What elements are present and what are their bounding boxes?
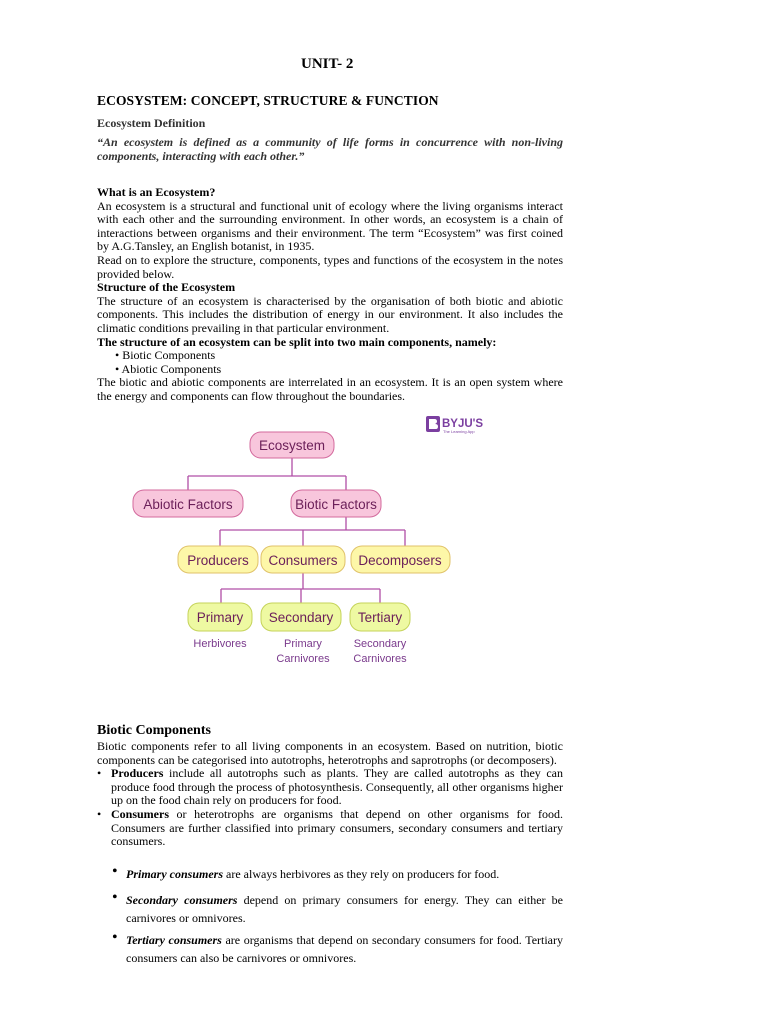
ecosystem-diagram [120,410,490,675]
bullet-icon: • [97,766,102,781]
structure-paragraph-1: The structure of an ecosystem is characterised by the organisation of both biotic and abiotic components. This includes the distribution of energy in our environment. It also includes the climatic conditions prevailing in that particular environment. [97,293,563,335]
what-section [97,186,563,404]
structure-item-biotic: • Biotic Components [115,348,216,363]
node-consumers-label: Consumers [268,553,338,568]
node-tertiary-label: Tertiary [357,610,403,625]
node-consumers [261,546,345,573]
main-heading: ECOSYSTEM: CONCEPT, STRUCTURE & FUNCTION [97,93,439,108]
bullet-icon: • [112,889,118,906]
secondary-text: depend on primary consumers for energy. They can either be carnivores or omnivores. [126,893,564,925]
diagram-connectors [188,458,405,603]
what-heading: What is an Ecosystem? [97,185,216,199]
tertiary-text: are organisms that depend on secondary consumers for food. Tertiary consumers can also be carnivores or omnivores. [126,933,564,965]
diagram-notes [193,638,407,665]
producers-text: include all autotrophs such as plants. They are called autotrophs as they can produce food through the process of photosynthesis. Consequently, all other organisms higher up on the food chain rely on producers for food. [111,766,563,808]
note-primary-line1: Primary [284,638,322,650]
node-decomposers [351,546,450,573]
node-producers [178,546,258,573]
structure-heading: Structure of the Ecosystem [97,280,236,295]
producers-term: Producers [111,766,164,781]
logo-tagline: The Learning App [443,429,475,434]
node-primary-label: Primary [196,610,244,625]
secondary-term: Secondary consumers [126,893,238,907]
structure-item-abiotic: • Abiotic Components [115,361,222,376]
biotic-section [97,740,563,849]
list-item-producers [97,767,563,808]
node-abiotic-label: Abiotic Factors [143,497,233,512]
list-item-secondary [112,891,563,927]
tertiary-term: Tertiary consumers [126,933,222,947]
consumers-text: or heterotrophs are organisms that depend on other organisms for food. Consumers are further classified into primary consumers, secondary consumers and tertiary consumers. [111,806,563,849]
node-secondary [261,603,341,631]
node-primary [188,603,252,631]
biotic-paragraph: Biotic components refer to all living components in an ecosystem. Based on nutrition, biotic components can be categorised into autotrophs, heterotrophs and saprotrophs (or decomposers). [97,739,563,767]
bullet-icon: • [112,929,118,946]
node-ecosystem-label: Ecosystem [258,438,326,453]
node-abiotic-factors [133,490,243,517]
node-biotic-factors [291,490,381,517]
node-producers-label: Producers [187,553,249,568]
note-secondary-line2: Carnivores [353,653,407,665]
definition-heading: Ecosystem Definition [97,116,206,130]
list-item-tertiary [112,931,563,967]
bullet-icon: • [97,806,102,821]
node-ecosystem [250,432,334,458]
node-secondary-label: Secondary [268,610,334,625]
node-decomposers-label: Decomposers [358,553,442,568]
node-biotic-label: Biotic Factors [295,497,377,512]
what-paragraph-2: Read on to explore the structure, components, types and functions of the ecosystem in the notes provided below. [97,252,563,281]
bullet-icon: • [112,863,118,880]
note-primary-line2: Carnivores [276,653,330,665]
note-herbivores: Herbivores [193,638,247,650]
node-tertiary [350,603,410,631]
list-item-consumers [97,808,563,849]
byjus-logo [426,416,483,434]
definition-quote: “An ecosystem is defined as a community of life forms in concurrence with non-living components, interacting with each other.” [97,135,563,163]
consumers-term: Consumers [111,806,170,821]
primary-term: Primary consumers [126,867,224,881]
logo-brand: BYJU'S [442,418,484,430]
biotic-heading: Biotic Components [97,723,211,738]
list-item-primary [112,865,563,883]
structure-paragraph-2: The biotic and abiotic components are interrelated in an ecosystem. It is an open system where the energy and components can flow throughout the boundaries. [97,375,563,403]
note-secondary-line1: Secondary [353,638,407,650]
structure-split: The structure of an ecosystem can be split into two main components, namely: [97,334,497,349]
primary-text: are always herbivores as they rely on producers for food. [223,867,500,881]
unit-title: UNIT- 2 [301,56,354,72]
what-paragraph-1: An ecosystem is a structural and functional unit of ecology where the living organisms interact with each other and the surrounding environment. In other words, an ecosystem is a chain of interactions between organisms and their environment. The term “Ecosystem” was first coined by A.G.Tansley, an English botanist, in 1935. [97,198,563,254]
